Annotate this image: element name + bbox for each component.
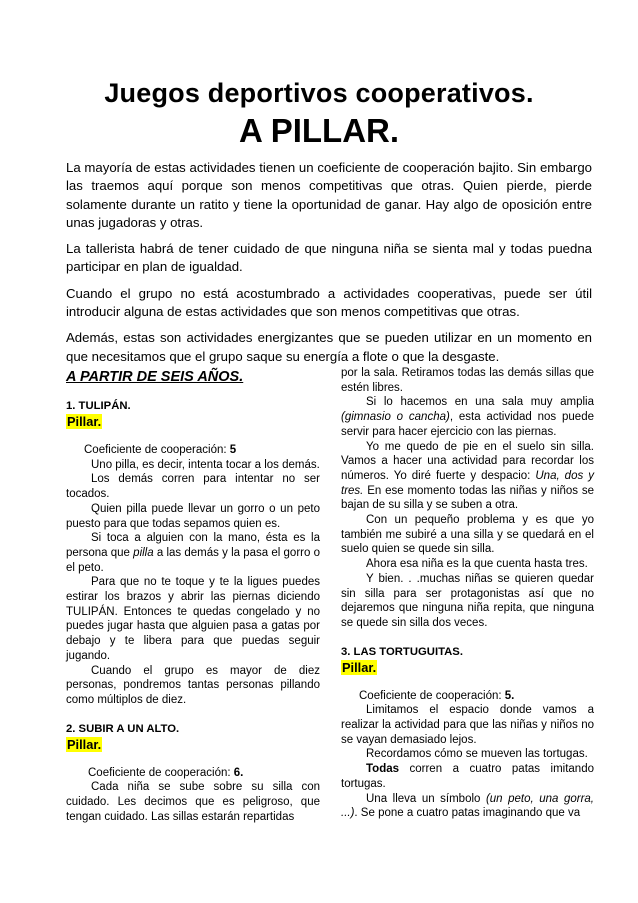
spacer	[66, 708, 320, 722]
game-2-paragraph: Cada niña se sube sobre su silla con cuidado. Les decimos que es peligroso, que tengan cuidado. Las sillas estarán repartidas	[66, 781, 320, 823]
coef-label: Coeficiente de cooperación:	[88, 766, 234, 779]
intro-section	[66, 159, 592, 374]
coef-label: Coeficiente de cooperación:	[359, 689, 505, 702]
coef-value: 5.	[504, 689, 515, 702]
game-1-paragraph: Cuando el grupo es mayor de diez personas, pondremos tantas personas pillando como múltiplos de diez.	[66, 664, 320, 706]
text-run: Yo me quedo de pie en el suelo sin silla. Vamos a hacer una actividad para recordar los números. Yo diré fuerte y despacio:	[341, 440, 594, 482]
text-run: a las demás y la pasa el gorro o el peto.	[66, 546, 320, 574]
section-title: A PARTIR DE SEIS AÑOS.	[66, 369, 244, 385]
game-3-paragraph	[341, 792, 594, 821]
text-run: Si lo hacemos en una sala muy amplia	[366, 396, 594, 409]
game-3-paragraph: Recordamos cómo se mueven las tortugas.	[366, 748, 588, 761]
document-subtitle: A PILLAR.	[238, 112, 400, 149]
game-2-paragraph: Y bien. . .muchas niñas se quieren quedar sin silla para ser protagonistas así que no dejaremos que ninguna niña repita, que ninguna se quede sin silla dos veces.	[341, 572, 594, 629]
coef-value: 6.	[233, 766, 244, 779]
game-3-title: 3. LAS TORTUGUITAS.	[341, 645, 463, 658]
intro-paragraph-4: Además, estas son actividades energizantes que se pueden utilizar en un momento en que necesitamos que el grupo saque su energía a flote o que la desgaste.	[66, 330, 592, 364]
text-run: Si toca a alguien con la mano, ésta es la persona que	[66, 532, 320, 559]
game-2-tag: Pillar.	[67, 736, 102, 752]
document-title: Juegos deportivos cooperativos.	[104, 78, 534, 108]
text-run: . Se pone a cuatro patas imaginando que va	[354, 807, 581, 820]
game-1-title: 1. TULIPÁN.	[66, 400, 131, 412]
game-1-coefficient	[66, 443, 320, 458]
text-run: En ese momento todas las niñas y niños se bajan de su silla y se suben a otra.	[341, 484, 594, 512]
text-run: corren a cuatro patas imitando tortugas.	[341, 763, 594, 790]
right-column	[341, 366, 594, 821]
text-run-bold: Todas	[366, 763, 400, 776]
coef-label: Coeficiente de cooperación:	[84, 444, 230, 456]
game-2-paragraph	[341, 395, 594, 439]
intro-paragraph-2: La tallerista habrá de tener cuidado de que ninguna niña se sienta mal y todas puedna participar en plan de igualdad.	[66, 241, 592, 275]
text-run: , esta actividad nos puede servir para hacer ejercicio con las piernas.	[341, 411, 594, 438]
game-3-tag: Pillar.	[342, 659, 377, 675]
game-3-coefficient	[341, 689, 594, 704]
game-1-paragraph: Uno pilla, es decir, intenta tocar a los demás.	[91, 458, 320, 471]
game-3-paragraph: Limitamos el espacio donde vamos a realizar la actividad para que las niñas y niños no se vayan demasiado lejos.	[341, 704, 594, 746]
game-1-paragraph: Los demás corren para intentar no ser tocados.	[66, 473, 320, 501]
intro-paragraph-1: La mayoría de estas actividades tienen un coeficiente de cooperación bajito. Sin embargo las traemos aquí porque son menos competitivas que otras. Quien pierde, pierde solamente durante un ratito y tiene la oportunidad de ganar. Hay algo de oposición entre unas jugadoras y otras.	[66, 160, 592, 230]
game-1-paragraph	[66, 531, 320, 575]
game-2-paragraph	[341, 440, 594, 514]
game-2-coefficient	[66, 766, 320, 781]
game-1-paragraph: Quien pilla puede llevar un gorro o un peto puesto para que todas sepamos quien es.	[66, 502, 320, 530]
text-run-italic: Una, dos y tres.	[341, 469, 594, 497]
game-1-tag: Pillar.	[67, 414, 102, 429]
intro-paragraph-3: Cuando el grupo no está acostumbrado a actividades cooperativas, puede ser útil introducir alguna de estas actividades que son menos competitivas que otras.	[66, 285, 592, 320]
game-2-paragraph: Ahora esa niña es la que cuenta hasta tres.	[366, 558, 588, 571]
spacer	[341, 631, 594, 645]
text-run-italic: (un peto, una gorra, ...)	[341, 792, 594, 820]
text-run: Una lleva un símbolo	[366, 792, 486, 805]
game-3-paragraph	[341, 762, 594, 791]
text-run-italic: (gimnasio o cancha)	[341, 411, 450, 424]
game-2-title: 2. SUBIR A UN ALTO.	[66, 722, 180, 735]
game-1-paragraph: Para que no te toque y te la ligues puedes estirar los brazos y abrir las piernas diciendo TULIPÁN. Entonces te quedas congelado y no puedes jugar hasta que alguien pasa a gatas por debajo y te libera para que puedas seguir jugando.	[66, 576, 320, 662]
game-2-paragraph: Con un pequeño problema y es que yo también me subiré a una silla y se quedará en el suelo quien se quede sin silla.	[341, 514, 594, 556]
text-run-italic: pilla	[133, 546, 154, 559]
coef-value: 5	[229, 444, 237, 456]
left-column	[66, 366, 320, 824]
game-2-paragraph: por la sala. Retiramos todas las demás sillas que estén libres.	[341, 367, 594, 394]
